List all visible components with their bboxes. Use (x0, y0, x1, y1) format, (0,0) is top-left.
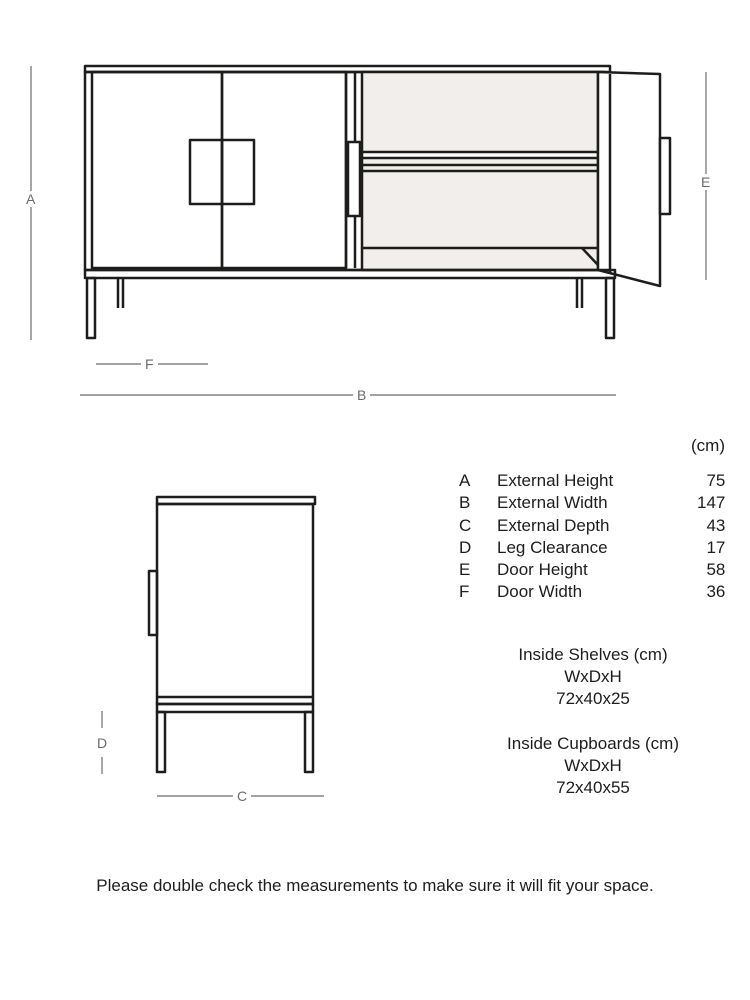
inside-cupboards-value: 72x40x55 (556, 778, 630, 797)
side-cabinet-body (157, 504, 313, 704)
dim-label-a: A (22, 191, 39, 207)
inside-shelves-value: 72x40x25 (556, 689, 630, 708)
dim-label-b: B (353, 387, 370, 403)
spec-letter: A (459, 471, 471, 490)
side-base-frame (157, 704, 313, 712)
front-shelf (362, 152, 598, 158)
dim-label-d: D (93, 735, 111, 751)
front-open-door (598, 72, 660, 286)
front-leg-right (606, 278, 614, 338)
spec-value: 58 (706, 560, 726, 580)
inside-shelves-format: WxDxH (564, 667, 622, 686)
spec-letter: E (459, 560, 471, 580)
spec-value: 75 (706, 471, 726, 490)
side-handle (149, 571, 157, 635)
spec-letter: C (459, 515, 472, 535)
spec-value: 17 (706, 537, 726, 557)
side-leg-back (305, 712, 313, 772)
table-row (459, 581, 725, 603)
dimension-table (459, 470, 725, 604)
table-row (459, 559, 725, 581)
spec-letter: F (459, 582, 470, 602)
spec-name: External Width (497, 493, 608, 513)
front-center-door (222, 72, 346, 268)
spec-value: 147 (697, 493, 726, 513)
dim-label-c: C (233, 788, 251, 804)
door-bar-handle (660, 138, 670, 214)
dim-label-e: E (697, 174, 714, 190)
inside-cupboards-block (470, 733, 716, 799)
side-view (149, 497, 315, 772)
front-left-door (92, 72, 222, 268)
table-row (459, 492, 725, 514)
front-base-frame (85, 270, 615, 278)
inside-shelves-title: Inside Shelves (cm) (518, 645, 668, 664)
inner-bar-handle (348, 142, 360, 216)
spec-name: Door Height (497, 560, 588, 580)
measurement-footnote: Please double check the measurements to make sure it will fit your space. (96, 876, 654, 895)
spec-value: 43 (706, 515, 726, 535)
dim-label-f: F (141, 356, 158, 372)
inside-shelves-block (470, 644, 716, 710)
side-dimension-lines (102, 711, 324, 796)
unit-header: (cm) (691, 436, 725, 455)
front-view (85, 66, 670, 338)
spec-name: External Depth (497, 515, 610, 535)
inside-cupboards-format: WxDxH (564, 756, 622, 775)
spec-name: Door Width (497, 582, 583, 602)
side-leg-front (157, 712, 165, 772)
inside-cupboards-title: Inside Cupboards (cm) (507, 734, 679, 753)
table-row (459, 470, 725, 492)
spec-value: 36 (706, 582, 726, 602)
spec-name: External Height (497, 471, 614, 490)
table-row (459, 537, 725, 559)
spec-name: Leg Clearance (497, 537, 608, 557)
table-row (459, 515, 725, 537)
spec-letter: B (459, 493, 471, 513)
spec-letter: D (459, 537, 472, 557)
front-leg-left (87, 278, 95, 338)
